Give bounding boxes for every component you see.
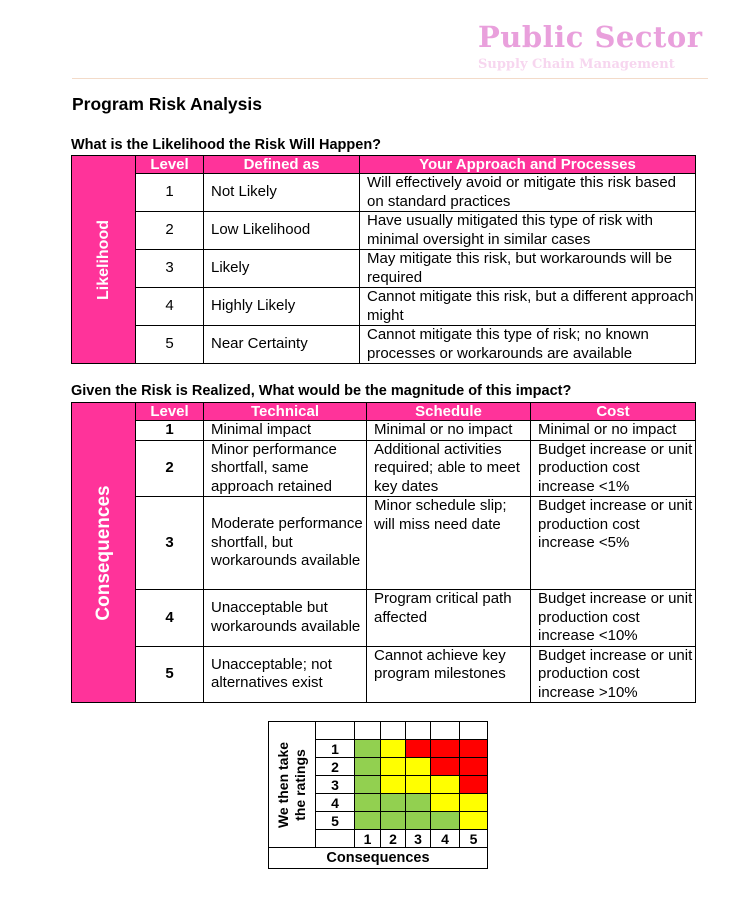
consequence-schedule: Minimal or no impact bbox=[367, 421, 531, 441]
matrix-cell bbox=[460, 758, 488, 776]
matrix-blank bbox=[316, 830, 355, 848]
page-title: Program Risk Analysis bbox=[72, 94, 262, 114]
consequence-level: 1 bbox=[136, 421, 204, 441]
matrix-blank bbox=[406, 722, 431, 740]
consequence-technical: Unacceptable but workarounds available bbox=[204, 590, 367, 647]
matrix-cell bbox=[355, 812, 381, 830]
matrix-cell bbox=[431, 812, 460, 830]
risk-matrix bbox=[268, 721, 488, 869]
matrix-cell bbox=[355, 740, 381, 758]
matrix-row-label: 1 bbox=[316, 740, 355, 758]
matrix-y-label-line2: the ratings bbox=[292, 748, 308, 821]
table-row bbox=[72, 590, 696, 647]
col-header-approach: Your Approach and Processes bbox=[360, 156, 696, 174]
consequence-schedule: Cannot achieve key program milestones bbox=[367, 646, 531, 703]
matrix-cell bbox=[355, 776, 381, 794]
matrix-col-label: 4 bbox=[431, 830, 460, 848]
matrix-cell bbox=[460, 812, 488, 830]
table-row bbox=[72, 497, 696, 590]
likelihood-side-text: Likelihood bbox=[94, 219, 112, 300]
consequence-cost: Budget increase or unit production cost increase <5% bbox=[531, 497, 696, 590]
consequences-table bbox=[71, 402, 696, 703]
matrix-row-label: 3 bbox=[316, 776, 355, 794]
matrix-blank bbox=[460, 722, 488, 740]
consequence-cost: Minimal or no impact bbox=[531, 421, 696, 441]
table-row bbox=[72, 174, 696, 212]
likelihood-defined: Low Likelihood bbox=[204, 212, 360, 250]
consequence-schedule: Program critical path affected bbox=[367, 590, 531, 647]
consequence-technical: Unacceptable; not alternatives exist bbox=[204, 646, 367, 703]
likelihood-level: 3 bbox=[136, 250, 204, 288]
consequence-level: 3 bbox=[136, 497, 204, 590]
col-header-cost: Cost bbox=[531, 403, 696, 421]
likelihood-approach: Will effectively avoid or mitigate this risk based on standard practices bbox=[360, 174, 696, 212]
matrix-blank bbox=[355, 722, 381, 740]
consequence-technical: Moderate performance shortfall, but workarounds available bbox=[204, 497, 367, 590]
likelihood-approach: Cannot mitigate this type of risk; no known processes or workarounds are available bbox=[360, 326, 696, 364]
brand-title: Public Sector bbox=[478, 20, 703, 54]
table-row bbox=[72, 212, 696, 250]
matrix-cell bbox=[460, 740, 488, 758]
consequence-cost: Budget increase or unit production cost increase <10% bbox=[531, 590, 696, 647]
consequence-technical: Minor performance shortfall, same approach retained bbox=[204, 440, 367, 497]
matrix-cell bbox=[431, 776, 460, 794]
likelihood-defined: Not Likely bbox=[204, 174, 360, 212]
matrix-cell bbox=[460, 776, 488, 794]
table-row bbox=[72, 288, 696, 326]
likelihood-defined: Likely bbox=[204, 250, 360, 288]
matrix-row-label: 5 bbox=[316, 812, 355, 830]
header-divider bbox=[72, 78, 708, 79]
matrix-row-label: 4 bbox=[316, 794, 355, 812]
matrix-col-label: 5 bbox=[460, 830, 488, 848]
matrix-col-label: 2 bbox=[381, 830, 406, 848]
likelihood-side-label bbox=[72, 156, 136, 364]
consequence-level: 2 bbox=[136, 440, 204, 497]
table-row bbox=[72, 440, 696, 497]
matrix-cell bbox=[406, 812, 431, 830]
matrix-blank bbox=[381, 722, 406, 740]
likelihood-approach: Cannot mitigate this risk, but a different approach might bbox=[360, 288, 696, 326]
col-header-level: Level bbox=[136, 156, 204, 174]
col-header-level: Level bbox=[136, 403, 204, 421]
matrix-row-label: 2 bbox=[316, 758, 355, 776]
consequence-level: 5 bbox=[136, 646, 204, 703]
matrix-cell bbox=[460, 794, 488, 812]
matrix-cell bbox=[406, 776, 431, 794]
likelihood-level: 1 bbox=[136, 174, 204, 212]
matrix-y-label bbox=[269, 722, 316, 848]
likelihood-level: 5 bbox=[136, 326, 204, 364]
matrix-col-label: 1 bbox=[355, 830, 381, 848]
matrix-cell bbox=[381, 776, 406, 794]
table-row bbox=[72, 250, 696, 288]
likelihood-defined: Highly Likely bbox=[204, 288, 360, 326]
table-row bbox=[72, 421, 696, 441]
matrix-cell bbox=[355, 794, 381, 812]
col-header-schedule: Schedule bbox=[367, 403, 531, 421]
matrix-cell bbox=[381, 794, 406, 812]
likelihood-level: 4 bbox=[136, 288, 204, 326]
likelihood-heading: What is the Likelihood the Risk Will Happen? bbox=[71, 137, 382, 153]
col-header-technical: Technical bbox=[204, 403, 367, 421]
matrix-cell bbox=[431, 740, 460, 758]
consequence-schedule: Minor schedule slip; will miss need date bbox=[367, 497, 531, 590]
matrix-cell bbox=[431, 758, 460, 776]
consequence-technical: Minimal impact bbox=[204, 421, 367, 441]
consequences-heading: Given the Risk is Realized, What would be the magnitude of this impact? bbox=[71, 383, 572, 399]
matrix-cell bbox=[381, 740, 406, 758]
matrix-cell bbox=[431, 794, 460, 812]
likelihood-approach: May mitigate this risk, but workarounds will be required bbox=[360, 250, 696, 288]
matrix-blank bbox=[431, 722, 460, 740]
matrix-cell bbox=[406, 794, 431, 812]
consequence-cost: Budget increase or unit production cost increase >10% bbox=[531, 646, 696, 703]
consequences-side-label bbox=[72, 403, 136, 703]
table-row bbox=[72, 646, 696, 703]
col-header-defined-as: Defined as bbox=[204, 156, 360, 174]
matrix-col-label: 3 bbox=[406, 830, 431, 848]
matrix-cell bbox=[406, 740, 431, 758]
matrix-y-label-line1: We then take bbox=[275, 741, 291, 828]
brand-subtitle: Supply Chain Management bbox=[478, 57, 675, 72]
consequence-cost: Budget increase or unit production cost increase <1% bbox=[531, 440, 696, 497]
matrix-corner bbox=[316, 722, 355, 740]
matrix-cell bbox=[355, 758, 381, 776]
likelihood-defined: Near Certainty bbox=[204, 326, 360, 364]
matrix-cell bbox=[381, 812, 406, 830]
consequence-schedule: Additional activities required; able to meet key dates bbox=[367, 440, 531, 497]
likelihood-level: 2 bbox=[136, 212, 204, 250]
likelihood-table bbox=[71, 155, 696, 364]
table-row bbox=[72, 326, 696, 364]
matrix-x-label: Consequences bbox=[269, 848, 488, 869]
likelihood-approach: Have usually mitigated this type of risk with minimal oversight in similar cases bbox=[360, 212, 696, 250]
matrix-cell bbox=[381, 758, 406, 776]
consequence-level: 4 bbox=[136, 590, 204, 647]
consequences-side-text: Consequences bbox=[92, 484, 114, 621]
matrix-y-label-text bbox=[275, 741, 309, 827]
matrix-cell bbox=[406, 758, 431, 776]
